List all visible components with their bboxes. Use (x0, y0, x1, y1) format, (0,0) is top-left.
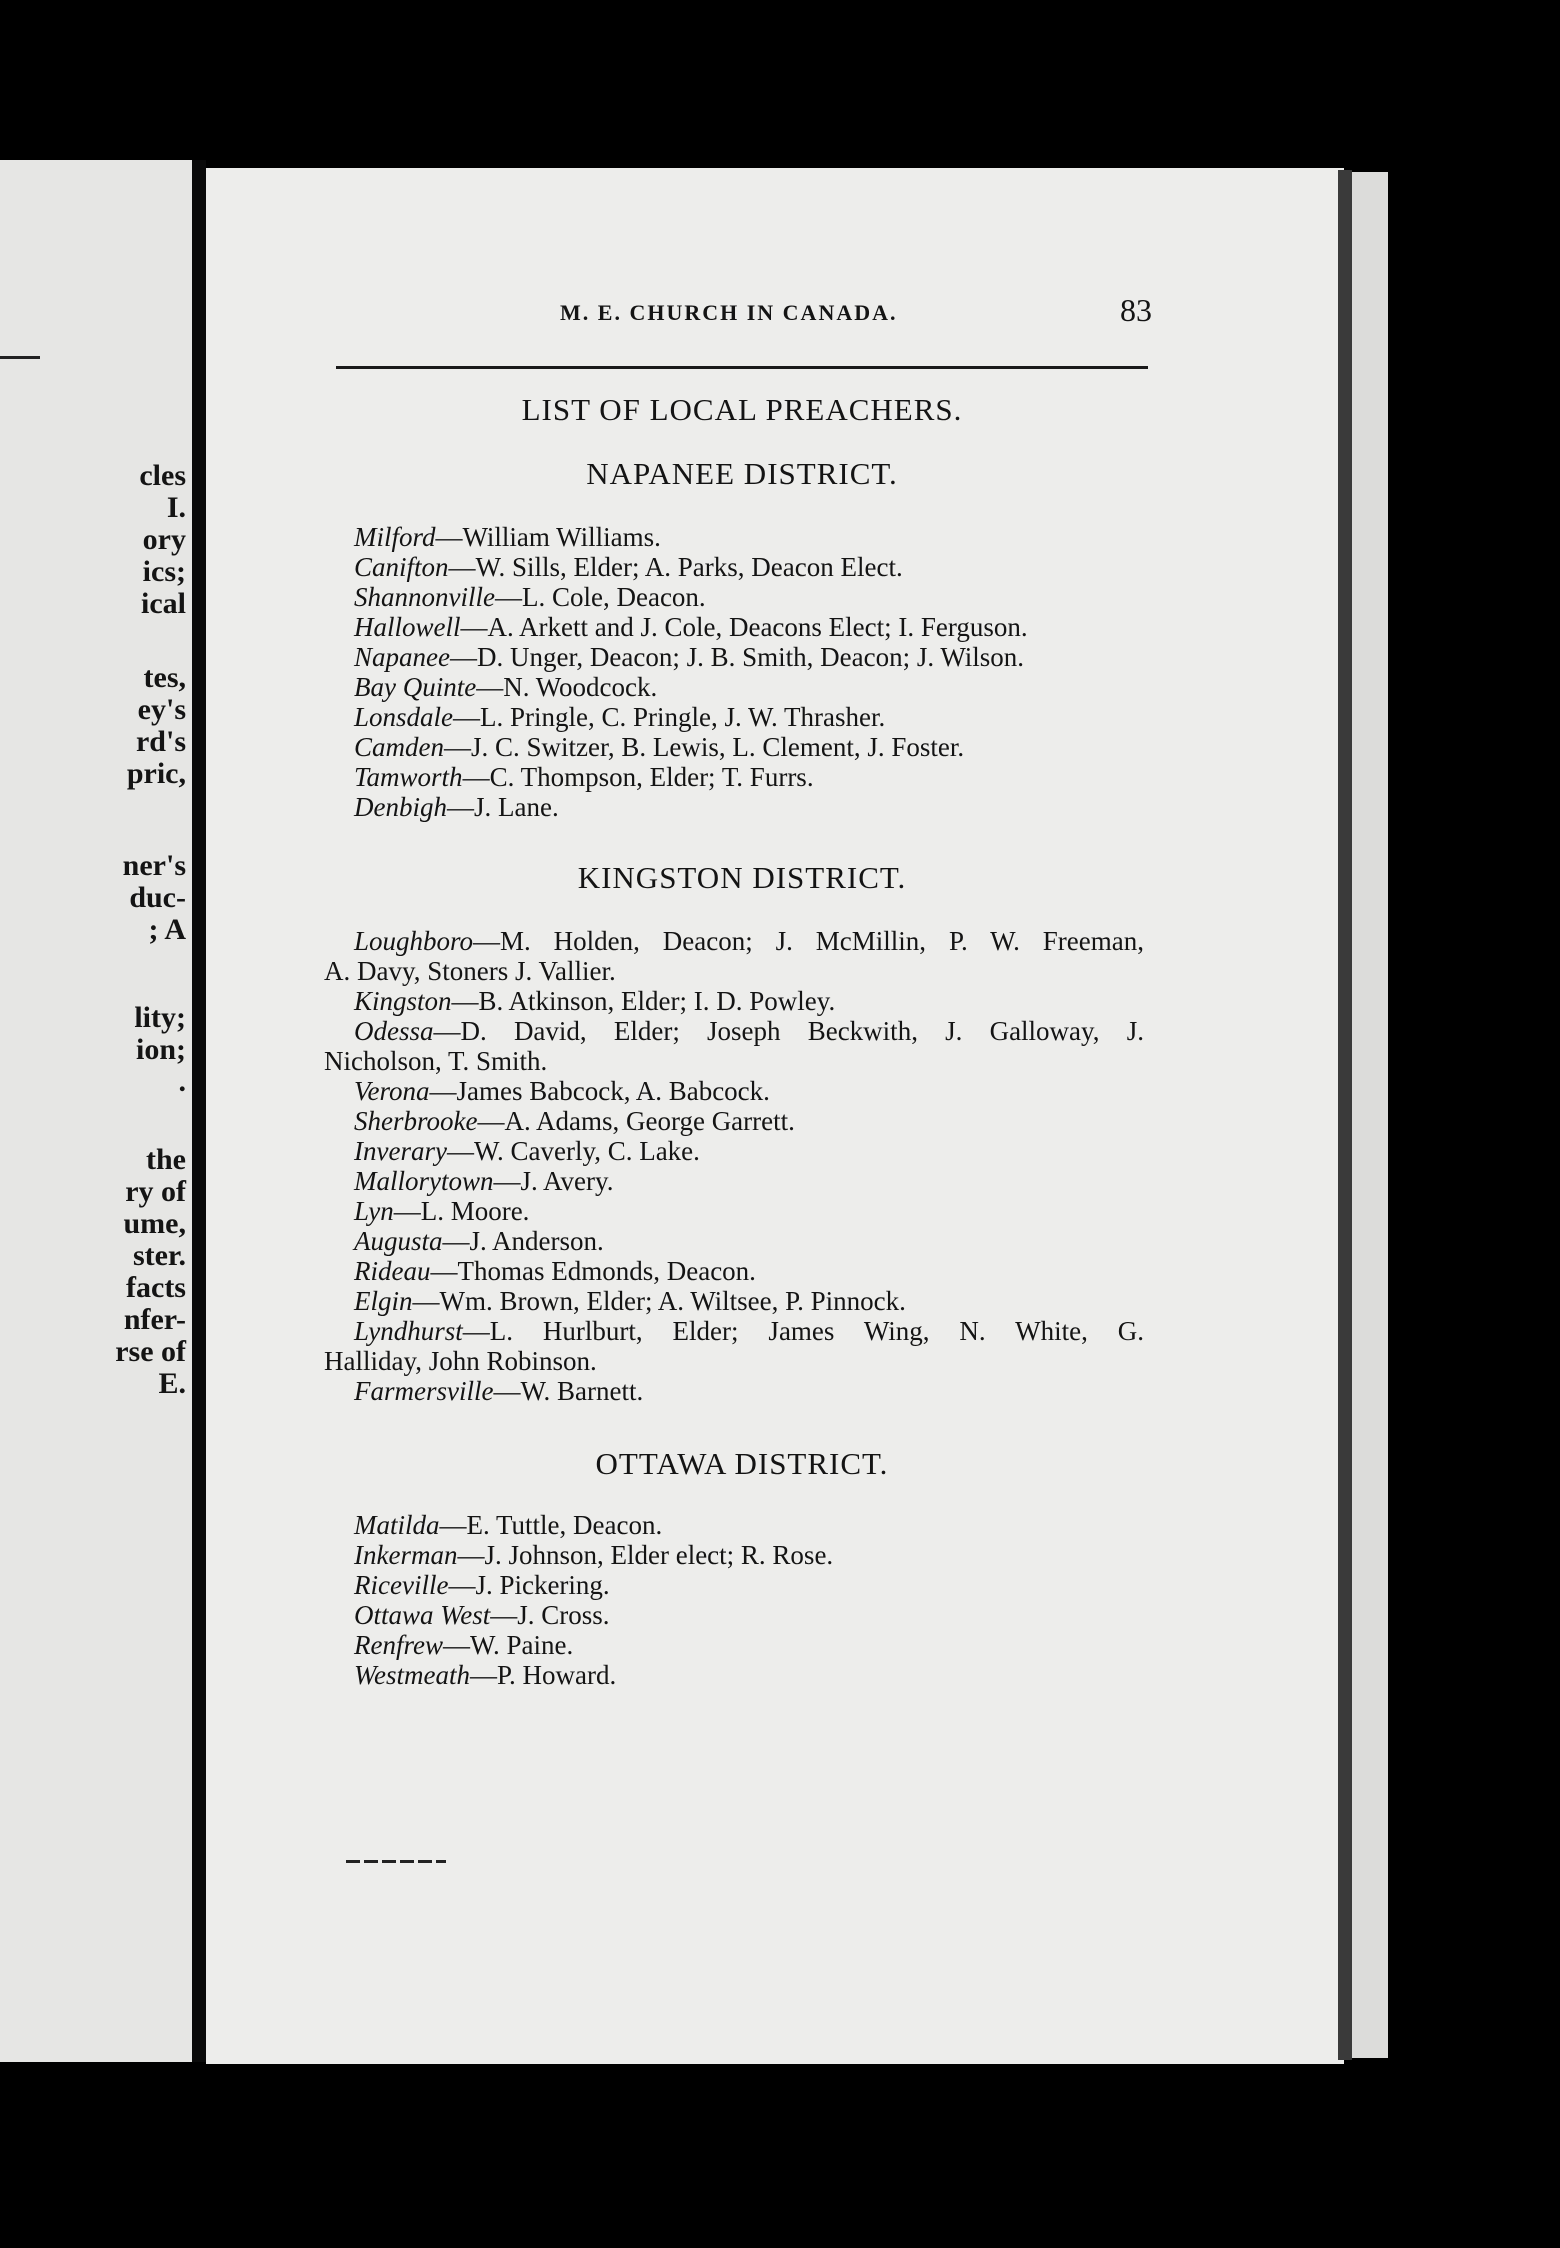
entry-names: —Wm. Brown, Elder; A. Wiltsee, P. Pinnock. (412, 1286, 906, 1316)
entry-names: —L. Hurlburt, Elder; James Wing, N. White, G. (462, 1316, 1144, 1346)
header-rule (336, 366, 1148, 369)
entry-names: —J. Johnson, Elder elect; R. Rose. (457, 1540, 834, 1570)
entry-place: Inkerman (354, 1540, 458, 1570)
left-fragment: ner's (122, 849, 186, 882)
left-fragment: ical (141, 587, 186, 620)
entry-place: Augusta (354, 1226, 443, 1256)
entry-place: Verona (354, 1076, 430, 1106)
entry-place: Denbigh (354, 792, 447, 822)
entry-names: —L. Moore. (393, 1196, 530, 1226)
entry-place: Sherbrooke (354, 1106, 478, 1136)
entry-names: —L. Cole, Deacon. (494, 582, 706, 612)
preacher-entry (354, 1510, 662, 1540)
left-fragment: cles (139, 459, 186, 492)
left-fragment: ster. (132, 1239, 186, 1272)
entry-names: —A. Adams, George Garrett. (477, 1106, 795, 1136)
entry-continuation: Nicholson, T. Smith. (324, 1046, 548, 1076)
entry-names: —J. C. Switzer, B. Lewis, L. Clement, J. Foster. (444, 732, 965, 762)
left-fragment: ory (142, 523, 186, 556)
entry-names: —J. Avery. (493, 1166, 614, 1196)
preacher-entry (354, 522, 661, 552)
entry-place: Riceville (354, 1570, 449, 1600)
entry-place: Renfrew (354, 1630, 443, 1660)
entry-names: —D. Unger, Deacon; J. B. Smith, Deacon; J. Wilson. (449, 642, 1024, 672)
preacher-entry (354, 1570, 610, 1600)
preacher-entry (354, 732, 964, 762)
entry-place: Loughboro (354, 926, 474, 956)
preacher-entry (354, 792, 559, 822)
entry-names: —M. Holden, Deacon; J. McMillin, P. W. Freeman, (473, 926, 1144, 956)
list-title: LIST OF LOCAL PREACHERS. (521, 392, 963, 427)
entry-names: —B. Atkinson, Elder; I. D. Powley. (451, 986, 836, 1016)
district-heading-kingston: KINGSTON DISTRICT. (577, 860, 907, 895)
left-fragment: tes, (143, 661, 186, 694)
entry-place: Ottawa West (354, 1600, 491, 1630)
entry-place: Lyn (354, 1196, 394, 1226)
entry-continuation: A. Davy, Stoners J. Vallier. (324, 956, 616, 986)
entry-names: —J. Pickering. (448, 1570, 610, 1600)
entry-names: —James Babcock, A. Babcock. (429, 1076, 770, 1106)
preacher-entry (354, 1286, 906, 1316)
entry-names: —J. Cross. (490, 1600, 610, 1630)
page-edge-shadow (1338, 170, 1352, 2060)
entry-place: Westmeath (354, 1660, 470, 1690)
running-head: M. E. CHURCH IN CANADA. (560, 300, 898, 325)
preacher-entry (354, 926, 1144, 956)
entry-names: —Thomas Edmonds, Deacon. (430, 1256, 756, 1286)
preacher-entry (354, 672, 657, 702)
preacher-entry (354, 1226, 604, 1256)
entry-place: Mallorytown (354, 1166, 494, 1196)
entry-place: Canifton (354, 552, 449, 582)
left-fragment: the (146, 1143, 186, 1176)
entry-place: Tamworth (354, 762, 463, 792)
preacher-entry (354, 1076, 770, 1106)
entry-continuation: Halliday, John Robinson. (324, 1346, 597, 1376)
left-fragment: lity; (134, 1001, 186, 1034)
preacher-entry (354, 1166, 613, 1196)
entry-names: —P. Howard. (470, 1660, 617, 1690)
left-fragment: duc- (129, 881, 186, 914)
entry-place: Camden (354, 732, 444, 762)
preacher-entry (354, 1540, 833, 1570)
preacher-entry (354, 612, 1028, 642)
left-fragment: pric, (126, 757, 186, 790)
left-fragment: nfer- (123, 1303, 186, 1336)
entry-names: —J. Anderson. (442, 1226, 604, 1256)
preacher-entry (354, 1660, 616, 1690)
closing-rule (346, 1860, 446, 1863)
entry-names: —D. David, Elder; Joseph Beckwith, J. Galloway, J. (433, 1016, 1144, 1046)
entry-place: Matilda (354, 1510, 440, 1540)
left-page-rule (0, 356, 40, 359)
entry-place: Farmersville (354, 1376, 494, 1406)
entry-place: Inverary (354, 1136, 447, 1166)
preacher-entry (354, 702, 885, 732)
entry-names: —W. Sills, Elder; A. Parks, Deacon Elect. (448, 552, 903, 582)
left-fragment: facts (126, 1271, 186, 1304)
preacher-entry (354, 1376, 643, 1406)
entry-place: Bay Quinte (354, 672, 477, 702)
entry-place: Odessa (354, 1016, 434, 1046)
left-page-fragment (0, 160, 192, 2062)
left-fragment: ion; (135, 1033, 186, 1066)
district-heading-ottawa: OTTAWA DISTRICT. (595, 1446, 889, 1481)
preacher-entry (354, 1600, 610, 1630)
preacher-entry (354, 1630, 573, 1660)
entry-names: —A. Arkett and J. Cole, Deacons Elect; I. Ferguson. (460, 612, 1028, 642)
preacher-entry (354, 582, 706, 612)
entry-place: Rideau (354, 1256, 431, 1286)
page-number: 83 (1120, 292, 1152, 328)
left-fragment: ey's (137, 693, 186, 726)
left-fragment: I. (166, 491, 186, 524)
entry-names: —William Williams. (435, 522, 661, 552)
entry-names: —W. Barnett. (493, 1376, 644, 1406)
left-fragment: . (178, 1065, 186, 1098)
entry-names: —E. Tuttle, Deacon. (439, 1510, 663, 1540)
entry-names: —C. Thompson, Elder; T. Furrs. (462, 762, 814, 792)
entry-place: Elgin (354, 1286, 413, 1316)
district-heading-napanee: NAPANEE DISTRICT. (586, 456, 898, 491)
preacher-entry (354, 1136, 700, 1166)
entry-names: —L. Pringle, C. Pringle, J. W. Thrasher. (453, 702, 886, 732)
page-edge (1352, 172, 1388, 2058)
entry-place: Hallowell (354, 612, 461, 642)
preacher-entry (354, 1016, 1144, 1046)
entry-place: Kingston (354, 986, 452, 1016)
entry-place: Napanee (354, 642, 450, 672)
preacher-entry (354, 1196, 529, 1226)
preacher-entry (354, 1316, 1144, 1346)
preacher-entry (354, 642, 1024, 672)
preacher-entry (354, 762, 814, 792)
entry-names: —N. Woodcock. (476, 672, 658, 702)
left-fragment: rse of (115, 1335, 186, 1368)
entry-place: Lonsdale (354, 702, 454, 732)
entry-place: Lyndhurst (354, 1316, 463, 1346)
entry-place: Shannonville (354, 582, 495, 612)
left-fragment: ; A (148, 913, 186, 946)
left-fragment: ry of (125, 1175, 186, 1208)
preacher-entry (354, 552, 903, 582)
left-fragment: E. (158, 1367, 186, 1400)
entry-names: —J. Lane. (446, 792, 559, 822)
preacher-entry (354, 1106, 795, 1136)
left-fragment: ume, (123, 1207, 186, 1240)
book-gutter (192, 160, 206, 2062)
entry-names: —W. Paine. (442, 1630, 574, 1660)
entry-names: —W. Caverly, C. Lake. (446, 1136, 700, 1166)
preacher-entry (354, 1256, 756, 1286)
preacher-entry (354, 986, 835, 1016)
entry-place: Milford (354, 522, 436, 552)
left-fragment: rd's (135, 725, 186, 758)
left-fragment: ics; (142, 555, 186, 588)
